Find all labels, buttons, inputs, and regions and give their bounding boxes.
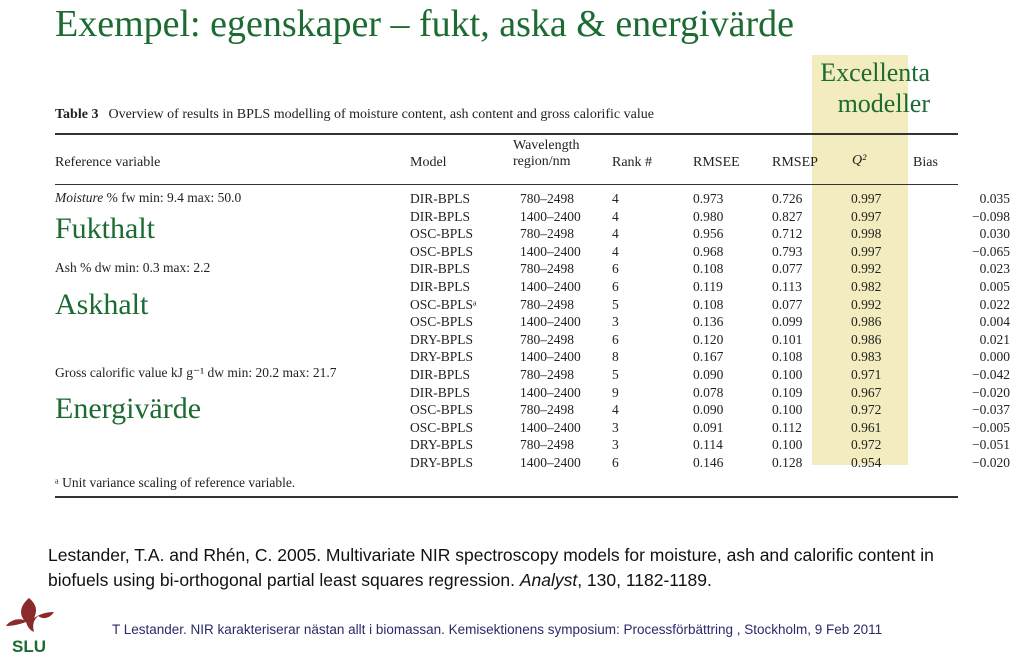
cell-model: OSC-BPLS <box>410 243 474 259</box>
cell-rmsep: 0.100 <box>772 402 803 418</box>
cell-wavelength: 780–2498 <box>520 402 574 418</box>
cell-rmsep: 0.077 <box>772 296 803 312</box>
cell-rmsee: 0.090 <box>693 367 724 382</box>
cell-rank: 3 <box>612 314 619 330</box>
header-rmsee: RMSEE <box>693 155 740 170</box>
cell-wavelength: 1400–2400 <box>520 243 581 259</box>
cell-q2: 0.954 <box>851 455 882 470</box>
cell-rmsep: 0.712 <box>772 226 803 242</box>
table-header-rule <box>55 184 958 185</box>
cell-q2: 0.986 <box>851 331 882 347</box>
cell-model: DRY-BPLS <box>410 349 474 365</box>
cell-rmsep: 0.108 <box>772 349 803 365</box>
cell-rank: 4 <box>612 191 619 206</box>
cell-model: OSC-BPLS <box>410 419 474 435</box>
table-caption <box>55 107 654 123</box>
cell-rmsep: 0.128 <box>772 455 803 470</box>
cell-rmsep: 0.109 <box>772 384 803 400</box>
slu-logo <box>0 594 58 656</box>
cell-q2: 0.992 <box>851 261 882 277</box>
cell-model: OSC-BPLSᵃ <box>410 296 477 312</box>
cell-rmsee: 0.146 <box>693 455 724 470</box>
cell-bias: −0.098 <box>972 208 1010 224</box>
cell-wavelength: 1400–2400 <box>520 455 581 470</box>
cell-bias: 0.004 <box>979 314 1010 330</box>
table-caption-text: Overview of results in BPLS modelling of moisture content, ash content and gross calorific value <box>108 107 654 122</box>
cell-rmsee: 0.980 <box>693 208 724 224</box>
cell-bias: 0.022 <box>979 296 1010 312</box>
cell-bias: 0.005 <box>979 279 1010 294</box>
cell-wavelength: 1400–2400 <box>520 314 581 330</box>
citation-text: Lestander, T.A. and Rhén, C. 2005. Multivariate NIR spectroscopy models for moisture, ash and calorific content in biofuels using bi-orthogonal partial least squares regression. <box>48 545 934 590</box>
cell-bias: −0.042 <box>972 367 1010 382</box>
cell-wavelength: 780–2498 <box>520 226 574 242</box>
cell-q2: 0.967 <box>851 384 882 400</box>
cell-model: DIR-BPLS <box>410 279 471 294</box>
footer-text: T Lestander. NIR karakteriserar nästan allt i biomassan. Kemisektionens symposium: Processförbättring , Stockholm, 9 Feb 2011 <box>112 622 883 637</box>
cell-rmsee: 0.078 <box>693 384 724 400</box>
cell-rmsep: 0.100 <box>772 437 803 453</box>
cell-rmsep: 0.077 <box>772 261 803 277</box>
cell-wavelength: 780–2498 <box>520 191 574 206</box>
cell-bias: 0.000 <box>979 349 1010 365</box>
cell-wavelength: 1400–2400 <box>520 279 581 294</box>
cell-q2: 0.986 <box>851 314 882 330</box>
cell-q2: 0.961 <box>851 419 882 435</box>
cell-q2: 0.983 <box>851 349 882 365</box>
group-label-calorific: Gross calorific value kJ g⁻¹ dw min: 20.2 max: 21.7 <box>55 365 337 380</box>
cell-bias: −0.051 <box>972 437 1010 453</box>
header-bias: Bias <box>913 155 938 170</box>
cell-wavelength: 780–2498 <box>520 331 574 347</box>
cell-rank: 6 <box>612 455 619 470</box>
cell-model: DRY-BPLS <box>410 455 474 470</box>
cell-rmsep: 0.100 <box>772 367 803 382</box>
cell-model: OSC-BPLS <box>410 314 474 330</box>
header-reference: Reference variable <box>55 155 161 170</box>
side-label-moisture: Fukthalt <box>55 212 161 246</box>
cell-rank: 3 <box>612 437 619 453</box>
cell-rmsee: 0.136 <box>693 314 724 330</box>
cell-model: DIR-BPLS <box>410 191 471 206</box>
leaf-mark-icon <box>6 598 54 632</box>
cell-bias: 0.021 <box>979 331 1010 347</box>
cell-bias: 0.023 <box>979 261 1010 277</box>
header-wavelength-line2: region/nm <box>513 154 571 169</box>
cell-rmsep: 0.113 <box>772 279 802 294</box>
cell-rank: 9 <box>612 384 619 400</box>
logo-text: SLU <box>12 637 46 656</box>
cell-q2: 0.972 <box>851 402 882 418</box>
header-wavelength <box>513 138 580 170</box>
cell-q2: 0.997 <box>851 208 882 224</box>
table-number: Table 3 <box>55 107 99 122</box>
header-q2: Q² <box>852 153 867 168</box>
results-table <box>55 105 1010 500</box>
cell-rank: 4 <box>612 208 619 224</box>
cell-rmsep: 0.793 <box>772 243 803 259</box>
cell-rmsee: 0.108 <box>693 296 724 312</box>
cell-rmsep: 0.726 <box>772 191 803 206</box>
cell-q2: 0.998 <box>851 226 882 242</box>
table-bottom-rule <box>55 496 958 498</box>
cell-rmsee: 0.091 <box>693 419 724 435</box>
cell-rmsee: 0.120 <box>693 331 724 347</box>
cell-q2: 0.997 <box>851 243 882 259</box>
cell-wavelength: 1400–2400 <box>520 419 581 435</box>
cell-bias: 0.030 <box>979 226 1010 242</box>
cell-rank: 3 <box>612 419 619 435</box>
cell-rank: 5 <box>612 296 619 312</box>
cell-rmsee: 0.167 <box>693 349 724 365</box>
citation-tail: , 130, 1182-1189. <box>577 570 712 590</box>
cell-wavelength: 1400–2400 <box>520 384 581 400</box>
cell-bias: −0.065 <box>972 243 1010 259</box>
header-wavelength-line1: Wavelength <box>513 138 580 153</box>
cell-model: DIR-BPLS <box>410 261 471 277</box>
cell-q2: 0.992 <box>851 296 882 312</box>
cell-rmsep: 0.099 <box>772 314 803 330</box>
cell-bias: 0.035 <box>979 191 1010 206</box>
cell-rank: 4 <box>612 402 619 418</box>
cell-rank: 4 <box>612 226 619 242</box>
cell-model: OSC-BPLS <box>410 226 474 242</box>
slide-title: Exempel: egenskaper – fukt, aska & energivärde <box>55 3 794 45</box>
cell-rmsee: 0.968 <box>693 243 724 259</box>
cell-rank: 5 <box>612 367 619 382</box>
header-model: Model <box>410 155 447 170</box>
cell-rmsee: 0.114 <box>693 437 723 453</box>
cell-rmsep: 0.112 <box>772 419 802 435</box>
cell-rmsee: 0.956 <box>693 226 724 242</box>
side-label-ash: Askhalt <box>55 288 154 322</box>
side-label-energy: Energivärde <box>55 392 207 426</box>
cell-rmsep: 0.101 <box>772 331 803 347</box>
group-label-moisture-rest: % fw min: 9.4 max: 50.0 <box>103 190 242 205</box>
cell-wavelength: 780–2498 <box>520 367 574 382</box>
cell-rmsee: 0.108 <box>693 261 724 277</box>
cell-q2: 0.971 <box>851 367 882 382</box>
cell-model: DIR-BPLS <box>410 208 471 224</box>
cell-rmsee: 0.119 <box>693 279 723 294</box>
cell-bias: −0.020 <box>972 455 1010 470</box>
header-rmsep: RMSEP <box>772 155 818 170</box>
table-footnote: ᵃ Unit variance scaling of reference variable. <box>55 475 296 490</box>
cell-bias: −0.020 <box>972 384 1010 400</box>
cell-wavelength: 780–2498 <box>520 261 574 277</box>
cell-bias: −0.005 <box>972 419 1010 435</box>
group-label-moisture-italic: Moisture <box>55 190 104 205</box>
cell-model: DRY-BPLS <box>410 331 474 347</box>
cell-wavelength: 1400–2400 <box>520 208 581 224</box>
callout-line-2: modeller <box>837 89 930 118</box>
cell-model: OSC-BPLS <box>410 402 474 418</box>
cell-model: DIR-BPLS <box>410 384 471 400</box>
table-top-rule <box>55 133 958 135</box>
cell-rank: 6 <box>612 331 619 347</box>
cell-model: DRY-BPLS <box>410 437 474 453</box>
cell-rank: 6 <box>612 261 619 277</box>
cell-wavelength: 1400–2400 <box>520 349 581 365</box>
cell-q2: 0.972 <box>851 437 882 453</box>
cell-q2: 0.982 <box>851 279 882 294</box>
cell-rmsee: 0.973 <box>693 191 724 206</box>
cell-rmsep: 0.827 <box>772 208 803 224</box>
citation-journal: Analyst <box>519 570 578 590</box>
cell-bias: −0.037 <box>972 402 1010 418</box>
group-label-moisture <box>55 190 241 206</box>
citation <box>48 543 948 593</box>
cell-rmsee: 0.090 <box>693 402 724 418</box>
cell-rank: 6 <box>612 279 619 294</box>
cell-model: DIR-BPLS <box>410 367 471 382</box>
cell-wavelength: 780–2498 <box>520 437 574 453</box>
cell-wavelength: 780–2498 <box>520 296 574 312</box>
cell-rank: 8 <box>612 349 619 365</box>
cell-q2: 0.997 <box>851 191 882 206</box>
cell-rank: 4 <box>612 243 619 259</box>
group-label-ash: Ash % dw min: 0.3 max: 2.2 <box>55 260 211 275</box>
callout-line-1: Excellenta <box>820 58 930 87</box>
header-rank: Rank # <box>612 155 653 170</box>
